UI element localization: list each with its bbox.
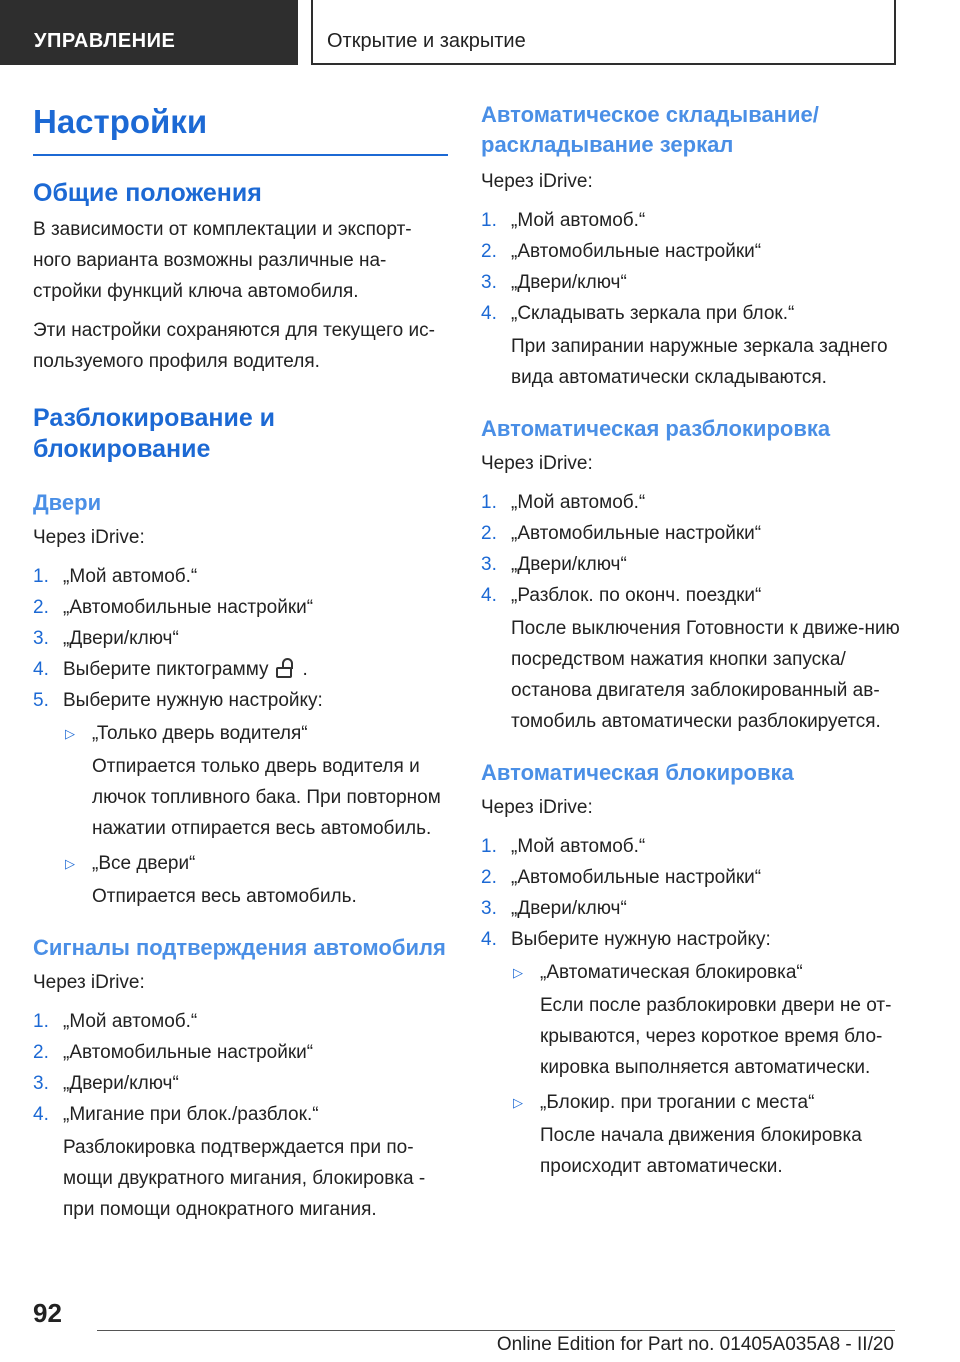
list-item: 4. „Мигание при блок./разблок.“ Разблокировка подтверждается при по-мощи двукратного мигания, блокировка - при помощи однократного мигания.: [33, 1104, 426, 1220]
page-title: Настройки: [33, 100, 448, 156]
list-item: ▷ „Только дверь водителя“ Отпирается только дверь водителя и лючок топливного бака. При повторном нажатии отпирается весь автомобиль.: [63, 718, 448, 848]
list-item: 1. „Мой автомоб.“: [481, 492, 646, 513]
doors-heading: Двери: [33, 490, 102, 515]
doors-steps: [33, 561, 448, 916]
triangle-bullet-icon: ▷: [513, 1095, 523, 1110]
right-column: [481, 100, 901, 1186]
header-section-tab: [0, 0, 298, 65]
list-item: 3. „Двери/ключ“: [33, 628, 179, 649]
general-heading: Общие положения: [33, 179, 262, 207]
list-item: 2. „Автомобильные настройки“: [481, 867, 762, 888]
autolock-steps: [481, 831, 901, 1186]
list-item: 2. „Автомобильные настройки“: [481, 241, 762, 262]
list-item: 1. „Мой автомоб.“: [481, 210, 646, 231]
footer-divider: [97, 1330, 895, 1331]
header-chapter-tab: [311, 0, 896, 65]
header-section-label: УПРАВЛЕНИЕ: [34, 30, 176, 52]
list-item: ▷ „Все двери“ Отпирается весь автомобиль.: [63, 848, 448, 916]
signals-steps: [33, 1006, 448, 1229]
page-number: 92: [33, 1298, 62, 1328]
autolock-options: [511, 957, 901, 1186]
unlock-icon: [274, 658, 296, 678]
header-chapter-label: Открытие и закрытие: [327, 30, 526, 52]
list-item: 4. „Складывать зеркала при блок.“ При запирании наружные зеркала заднего вида автоматически складываются.: [481, 303, 888, 388]
triangle-bullet-icon: ▷: [513, 965, 523, 980]
mirrors-steps: [481, 205, 901, 397]
left-column: [33, 100, 448, 1229]
list-item: 1. „Мой автомоб.“: [481, 836, 646, 857]
doors-intro: Через iDrive:: [33, 527, 145, 548]
list-item: 1. „Мой автомоб.“: [33, 566, 198, 587]
autolock-heading: Автоматическая блокировка: [481, 760, 794, 785]
list-item: 3. „Двери/ключ“: [481, 898, 627, 919]
list-item: ▷ „Блокир. при трогании с места“ После начала движения блокировка происходит автоматически.: [511, 1087, 901, 1186]
list-item: 2. „Автомобильные настройки“: [481, 523, 762, 544]
list-item: 4. „Разблок. по оконч. поездки“ После выключения Готовности к движе-нию посредством нажатия кнопки запуска/ останова двигателя заблокированный ав-томобиль автоматически разблокируется.: [481, 585, 900, 732]
signals-heading: Сигналы подтверждения автомобиля: [33, 935, 446, 960]
triangle-bullet-icon: ▷: [65, 856, 75, 871]
autolock-intro: Через iDrive:: [481, 797, 593, 818]
list-item: 3. „Двери/ключ“: [481, 554, 627, 575]
list-item: ▷ „Автоматическая блокировка“ Если после разблокировки двери не от-крываются, через короткое время бло-кировка выполняется автоматически.: [511, 957, 901, 1087]
general-paragraph-2: Эти настройки сохраняются для текущего ис-пользуемого профиля водителя.: [33, 320, 435, 372]
autounlock-steps: [481, 487, 901, 741]
signals-intro: Через iDrive:: [33, 972, 145, 993]
footer-edition: Online Edition for Part no. 01405A035A8 - II/20: [496, 1334, 894, 1355]
mirrors-intro: Через iDrive:: [481, 171, 593, 192]
general-paragraph-1: В зависимости от комплектации и экспорт-ного варианта возможны различные на-стройки функций ключа автомобиля.: [33, 219, 412, 302]
list-item: 4. Выберите пиктограмму .: [33, 659, 308, 680]
triangle-bullet-icon: ▷: [65, 726, 75, 741]
list-item: 3. „Двери/ключ“: [33, 1073, 179, 1094]
list-item: 3. „Двери/ключ“: [481, 272, 627, 293]
list-item: 2. „Автомобильные настройки“: [33, 597, 314, 618]
doors-options: [63, 718, 448, 916]
list-item: 1. „Мой автомоб.“: [33, 1011, 198, 1032]
list-item: 4. Выберите нужную настройку: ▷ „Автоматическая блокировка“ Если после разблокировки двери не от-крываются, через короткое время бло-кировка выполняется автоматически. ▷ „Блокир. при трогании с места“ После начала движения блокировка происходит автоматически.: [481, 924, 901, 1186]
list-item: 5. Выберите нужную настройку: ▷ „Только дверь водителя“ Отпирается только дверь водителя и лючок топливного бака. При повторном нажатии отпирается весь автомобиль. ▷ „Все двери“ Отпирается весь автомобиль.: [33, 685, 448, 916]
unlock-heading: Разблокирование и блокирование: [33, 404, 276, 463]
list-item: 2. „Автомобильные настройки“: [33, 1042, 314, 1063]
mirrors-heading: Автоматическое складывание/ раскладывание зеркал: [481, 102, 819, 157]
autounlock-heading: Автоматическая разблокировка: [481, 416, 831, 441]
autounlock-intro: Через iDrive:: [481, 453, 593, 474]
